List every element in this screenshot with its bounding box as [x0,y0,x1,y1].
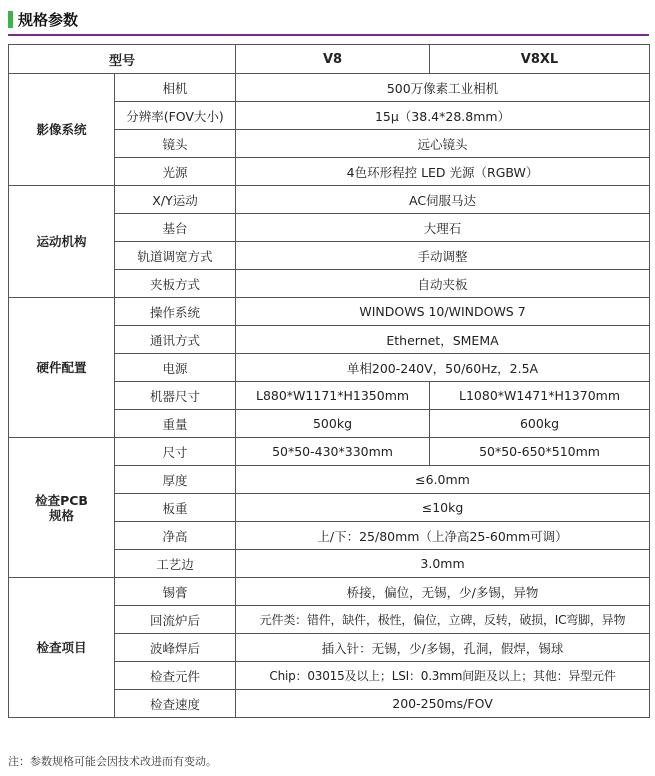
row-value-v8: L880*W1171*H1350mm [236,382,430,410]
group-name: 运动机构 [9,186,115,298]
row-label: 分辨率(FOV大小) [115,102,236,130]
section-header [8,8,78,30]
row-label: 相机 [115,74,236,102]
row-label: 锡膏 [115,578,236,606]
header-v8xl: V8XL [430,45,650,74]
row-label: X/Y运动 [115,186,236,214]
header-model-label: 型号 [9,45,236,74]
row-label: 尺寸 [115,438,236,466]
row-value: 200-250ms/FOV [236,690,650,718]
row-value: 500万像素工业相机 [236,74,650,102]
row-label: 光源 [115,158,236,186]
footnote: 注：参数规格可能会因技术改进而有变动。 [8,755,217,768]
title-accent-bar [8,11,13,28]
row-value: 单相200-240V，50/60Hz，2.5A [236,354,650,382]
row-value: 15μ（38.4*28.8mm） [236,102,650,130]
row-value: Chip：03015及以上；LSI：0.3mm间距及以上；其他：异型元件 [236,662,650,690]
header-v8: V8 [236,45,430,74]
row-label: 检查速度 [115,690,236,718]
title-divider [8,34,649,36]
row-label: 检查元件 [115,662,236,690]
row-value: 插入针：无锡，少/多锡，孔洞，假焊，锡球 [236,634,650,662]
row-value: 桥接，偏位，无锡，少/多锡，异物 [236,578,650,606]
row-value: Ethernet，SMEMA [236,326,650,354]
row-label: 机器尺寸 [115,382,236,410]
row-value: ≤10kg [236,494,650,522]
row-label: 厚度 [115,466,236,494]
row-label: 通讯方式 [115,326,236,354]
row-value: 大理石 [236,214,650,242]
table-row [9,298,650,326]
group-name: 检查PCB规格 [9,438,115,578]
row-value: 手动调整 [236,242,650,270]
row-value-v8: 50*50-430*330mm [236,438,430,466]
row-label: 板重 [115,494,236,522]
row-value: WINDOWS 10/WINDOWS 7 [236,298,650,326]
table-row [9,438,650,466]
row-value: 远心镜头 [236,130,650,158]
table-header-row [9,45,650,74]
spec-table-body [9,74,650,718]
row-label: 基台 [115,214,236,242]
row-label: 工艺边 [115,550,236,578]
row-value: AC伺服马达 [236,186,650,214]
row-value-v8xl: 50*50-650*510mm [430,438,650,466]
table-row [9,74,650,102]
spec-table [8,44,650,718]
row-value-v8xl: L1080*W1471*H1370mm [430,382,650,410]
table-row [9,578,650,606]
group-name: 检查项目 [9,578,115,718]
group-name: 硬件配置 [9,298,115,438]
row-label: 波峰焊后 [115,634,236,662]
row-label: 轨道调宽方式 [115,242,236,270]
row-value: 元件类：错件，缺件，极性，偏位，立碑，反转，破损，IC弯脚，异物 [236,606,650,634]
row-label: 电源 [115,354,236,382]
section-title: 规格参数 [18,10,79,29]
row-value: 3.0mm [236,550,650,578]
row-value-v8: 500kg [236,410,430,438]
row-label: 净高 [115,522,236,550]
group-name: 影像系统 [9,74,115,186]
row-label: 镜头 [115,130,236,158]
table-row [9,186,650,214]
row-label: 夹板方式 [115,270,236,298]
row-value: 自动夹板 [236,270,650,298]
row-value: 4色环形程控 LED 光源（RGBW） [236,158,650,186]
row-value: 上/下：25/80mm（上净高25-60mm可调） [236,522,650,550]
row-label: 回流炉后 [115,606,236,634]
row-value-v8xl: 600kg [430,410,650,438]
row-label: 重量 [115,410,236,438]
row-value: ≤6.0mm [236,466,650,494]
row-label: 操作系统 [115,298,236,326]
